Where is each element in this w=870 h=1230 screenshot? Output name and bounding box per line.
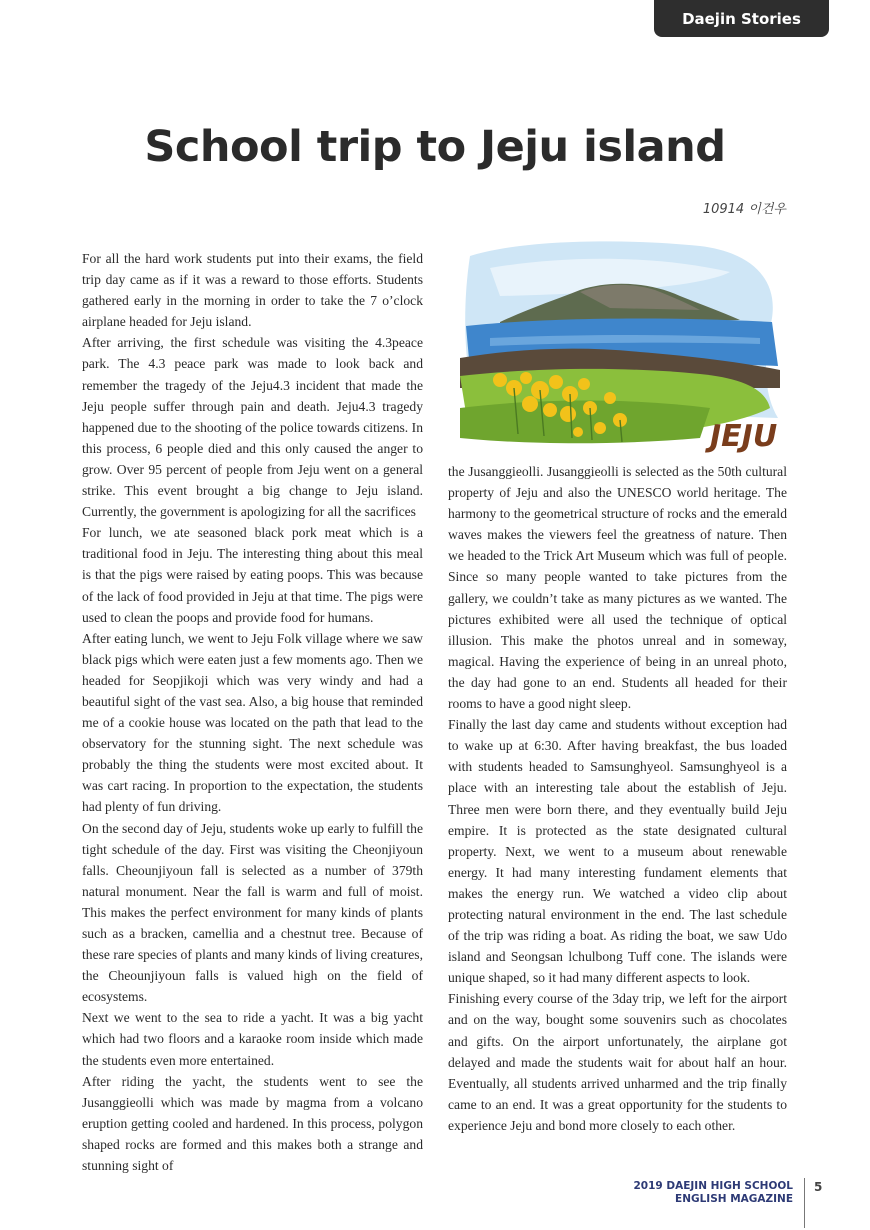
publication-footer bbox=[633, 1180, 793, 1206]
left-column bbox=[82, 248, 423, 1176]
paragraph: On the second day of Jeju, students woke up early to fulfill the tight schedule of the day. First was visiting the Cheonjiyoun falls. Cheounjiyoun fall is selected as a number of 379th natural monument. Near the fall is warm and full of moist. This makes the perfect environment for many kinds of plants such as a bracken, camellia and a chestnut tree. Because of these rare species of plants and many kinds of living creatures, the Cheounjiyoun falls is valued high on the field of ecosystems. bbox=[82, 820, 423, 1005]
section-tab-label: Daejin Stories bbox=[682, 9, 801, 28]
paragraph: Finally the last day came and students without exception had to wake up at 6:30. After having breakfast, the bus loaded with students headed to Samsunghyeol. Samsunghyeol is a place with an interesting tale about the establish of Jeju. Three men were born there, and they eventually build Jeju empire. It is protected as the state designated cultural property. Next, we went to a museum about renewable energy. It had many interesting fundament elements that makes the energy run. We watched a video clip about protecting natural environment in the end. The last schedule of the trip was riding a boat. As riding the boat, we saw Udo island and Seongsan lchulbong Tuff cone. The islands were unique shaped, so it had many different aspects to look. bbox=[448, 717, 787, 986]
page-number: 5 bbox=[814, 1180, 823, 1194]
footer-divider bbox=[804, 1178, 805, 1228]
paragraph: After riding the yacht, the students went to see the Jusanggieolli which was made by magma from a volcano eruption getting cooled and hardened. In this process, polygon shaped rocks are formed and this makes both a strange and stunning sight of bbox=[82, 1073, 423, 1174]
publication-name: 2019 DAEJIN HIGH SCHOOL bbox=[633, 1180, 793, 1192]
paragraph: For all the hard work students put into their exams, the field trip day came as if it was a reward to those efforts. Students gathered early in the morning in order to take the 7 o’clock airplane headed for Jeju island. bbox=[82, 251, 423, 330]
paragraph: Next we went to the sea to ride a yacht. It was a big yacht which had two floors and a karaoke room inside which made the students even more entertained. bbox=[82, 1010, 423, 1068]
article-title: School trip to Jeju island bbox=[144, 122, 726, 172]
paragraph: After arriving, the first schedule was visiting the 4.3peace park. The 4.3 peace park was made to look back and remember the tragedy of the Jeju4.3 incident that made the Jeju people suffer through pain and death. Jeju4.3 tragedy happened due to the shooting of the police towards citizens. In this process, 6 people died and this only caused the anger to grow. Over 95 percent of people from Jeju went on a general strike. This event brought a big change to Jeju island. Currently, the government is apologizing for all the sacrifices bbox=[82, 335, 423, 520]
article-author: 10914 이건우 bbox=[702, 202, 786, 217]
paragraph: For lunch, we ate seasoned black pork meat which is a traditional food in Jeju. The interesting thing about this meal is that the pigs were raised by eating poops. This was because of the lack of food provided in Jeju at that time. The pigs were used to clean the poops and provide food for humans. bbox=[82, 525, 423, 625]
jeju-illustration bbox=[460, 238, 790, 460]
paragraph: After eating lunch, we went to Jeju Folk village where we saw black pigs which were eaten just a few moments ago. Then we headed for Seopjikoji which was very windy and had a beautiful sight of the vast sea. Also, a big house that reminded me of a cookie house was located on the path that lead to the observatory for the stunning sight. The next schedule was probably the thing the students were most excited about. It was cart racing. In proportion to the expectation, the students had plenty of fun driving. bbox=[82, 630, 423, 815]
paragraph: the Jusanggieolli. Jusanggieolli is selected as the 50th cultural property of Jeju and also the UNESCO world heritage. The harmony to the geometrical structure of rocks and the emerald waves makes the viewers feel the greatness of nature. Then we headed to the Trick Art Museum which was full of people. Since so many people wanted to take pictures from the gallery, we couldn’t take as many pictures as we wanted. The pictures exhibited were all used the technique of optical illusion. This make the photos unreal and in someway, magical. Having the experience of being in an unreal photo, the day had gone to an end. Students all headed for their rooms to have a good night sleep. bbox=[448, 464, 787, 712]
right-column bbox=[448, 461, 787, 1136]
jeju-lettering: JEJU bbox=[710, 419, 778, 454]
publication-subtitle: ENGLISH MAGAZINE bbox=[675, 1193, 793, 1205]
paragraph: Finishing every course of the 3day trip, we left for the airport and on the way, bought some souvenirs such as chocolates and gifts. On the airport unfortunately, the airplane got delayed and made the students wait for about half an hour. Eventually, all students arrived unharmed and the trip finally came to an end. It was a great opportunity for the students to experience Jeju and bond more closely to each other. bbox=[448, 991, 787, 1133]
section-tab bbox=[654, 0, 829, 37]
